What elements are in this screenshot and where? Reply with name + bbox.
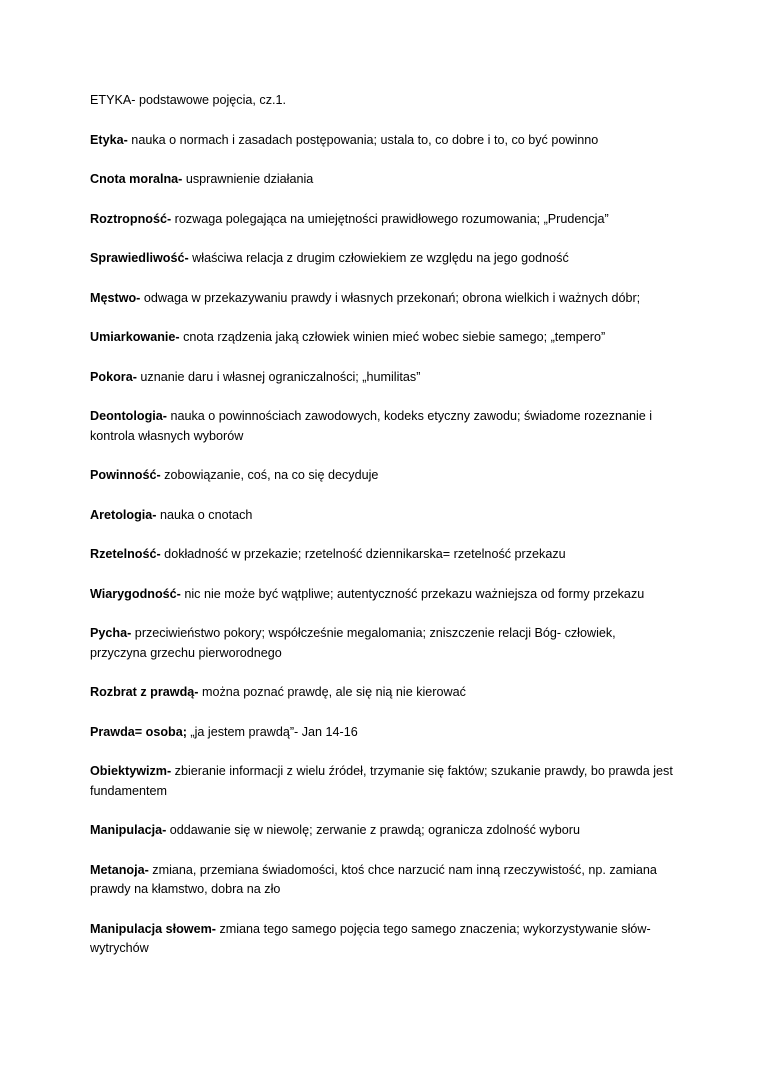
glossary-entry (90, 466, 675, 486)
entry-term: Metanoja- (90, 862, 149, 877)
entry-term: Męstwo- (90, 290, 141, 305)
glossary-entry (90, 368, 675, 388)
entry-term: Etyka- (90, 132, 128, 147)
entry-definition: usprawnienie działania (182, 172, 314, 186)
entry-term: Powinność- (90, 468, 161, 482)
entry-term: Prawda= osoba; (90, 724, 187, 739)
glossary-entry (90, 920, 675, 959)
entry-definition: nauka o cnotach (156, 507, 253, 522)
entry-term: Sprawiedliwość- (90, 251, 189, 265)
entry-term: Aretologia- (90, 507, 157, 522)
entry-term: Rzetelność- (90, 547, 161, 561)
entry-definition: przeciwieństwo pokory; współcześnie megalomania; zniszczenie relacji Bóg- człowiek, przyczyna grzechu pierworodnego (90, 626, 616, 660)
glossary-entry (90, 545, 675, 565)
glossary-entry (90, 506, 675, 526)
entry-definition: odwaga w przekazywaniu prawdy i własnych przekonań; obrona wielkich i ważnych dóbr; (140, 290, 641, 305)
entry-definition: nauka o normach i zasadach postępowania; ustala to, co dobre i to, co być powinno (127, 132, 599, 147)
entry-term: Manipulacja- (90, 823, 167, 837)
entry-term: Deontologia- (90, 409, 167, 423)
glossary-entry (90, 328, 675, 348)
entry-term: Rozbrat z prawdą- (90, 685, 199, 699)
glossary-entry (90, 407, 675, 446)
entry-term: Obiektywizm- (90, 764, 172, 778)
glossary-entry (90, 762, 675, 801)
glossary-entry (90, 585, 675, 605)
entry-definition: rozwaga polegająca na umiejętności prawidłowego rozumowania; „Prudencja” (171, 211, 609, 226)
entry-definition: zmiana tego samego pojęcia tego samego znaczenia; wykorzystywanie słów-wytrychów (90, 921, 651, 955)
glossary-entry (90, 683, 675, 703)
entry-definition: zobowiązanie, coś, na co się decyduje (160, 468, 379, 482)
glossary-entry (90, 249, 675, 269)
entry-definition: „ja jestem prawdą”- Jan 14-16 (186, 724, 358, 739)
glossary-entry (90, 723, 675, 743)
entry-definition: nauka o powinnościach zawodowych, kodeks etyczny zawodu; świadome rozeznanie i kontrola własnych wyborów (90, 409, 653, 443)
entry-term: Pycha- (90, 626, 132, 640)
entry-definition: zmiana, przemiana świadomości, ktoś chce narzucić nam inną rzeczywistość, np. zamiana prawdy na kłamstwo, dobra na zło (90, 862, 657, 896)
entry-definition: właściwa relacja z drugim człowiekiem ze względu na jego godność (188, 251, 569, 265)
glossary-entry (90, 131, 675, 151)
entry-definition: nic nie może być wątpliwe; autentyczność przekazu ważniejsza od formy przekazu (180, 586, 645, 601)
glossary-entry (90, 821, 675, 841)
document-body (90, 91, 675, 979)
entry-term: Roztropność- (90, 211, 172, 226)
entry-definition: dokładność w przekazie; rzetelność dziennikarska= rzetelność przekazu (160, 547, 566, 561)
entry-term: Wiarygodność- (90, 586, 181, 601)
glossary-entry (90, 624, 675, 663)
entry-definition: cnota rządzenia jaką człowiek winien mieć wobec siebie samego; „tempero” (179, 330, 606, 344)
entry-definition: można poznać prawdę, ale się nią nie kierować (198, 685, 466, 699)
document-title: ETYKA- podstawowe pojęcia, cz.1. (90, 93, 286, 107)
glossary-entry (90, 861, 675, 900)
entry-term: Cnota moralna- (90, 172, 183, 186)
entry-definition: uznanie daru i własnej ograniczalności; „humilitas” (136, 369, 421, 384)
entry-term: Manipulacja słowem- (90, 921, 216, 936)
entry-definition: oddawanie się w niewolę; zerwanie z prawdą; ogranicza zdolność wyboru (166, 823, 580, 837)
glossary-entry (90, 210, 675, 230)
entry-term: Umiarkowanie- (90, 330, 180, 344)
glossary-entry (90, 170, 675, 190)
entry-definition: zbieranie informacji z wielu źródeł, trzymanie się faktów; szukanie prawdy, bo prawda jest fundamentem (90, 764, 673, 798)
glossary-entry (90, 289, 675, 309)
entry-term: Pokora- (90, 369, 137, 384)
